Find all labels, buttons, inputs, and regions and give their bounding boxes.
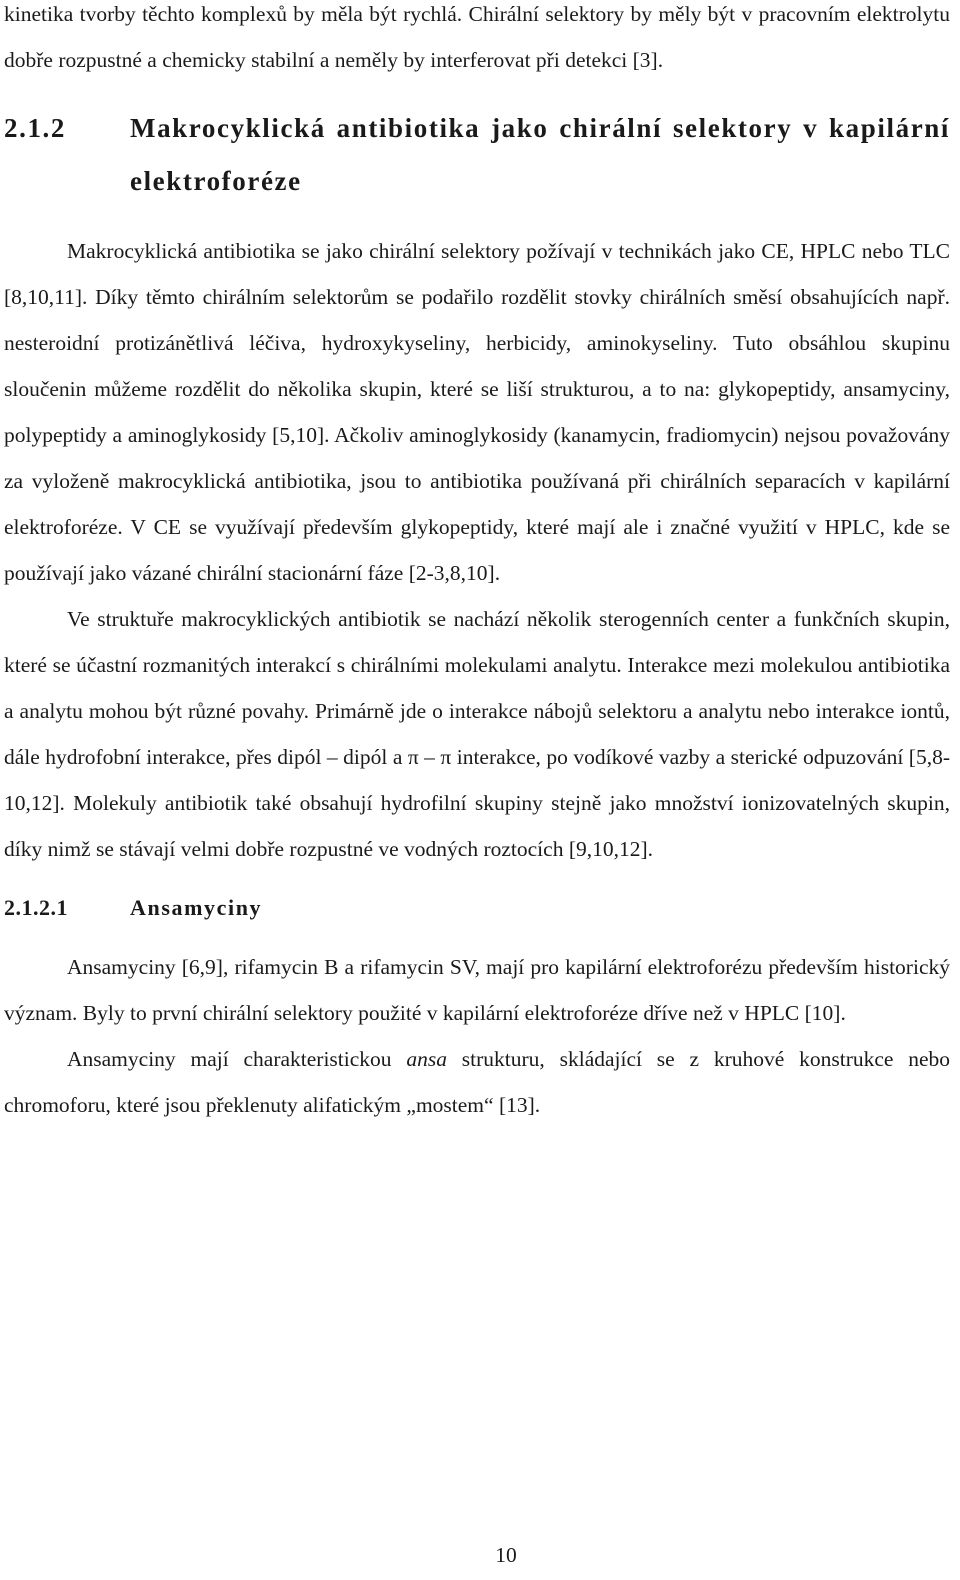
italic-term: ansa	[406, 1047, 447, 1071]
paragraph-interactions: Ve struktuře makrocyklických antibiotik se nachází několik sterogenních center a funkčních skupin, které se účastní rozmanitých interakcí s chirálními molekulami analytu. Interakce mezi molekulou antibiotika a analytu mohou být různé povahy. Primárně jde o interakce nábojů selektoru a analytu nebo interakce iontů, dále hydrofobní interakce, přes dipól – dipól a π – π interakce, po vodíkové vazby a sterické odpuzování [5,8-10,12]. Molekuly antibiotik také obsahují hydrofilní skupiny stejně jako množství ionizovatelných skupin, díky nimž se stávají velmi dobře rozpustné ve vodných roztocích [9,10,12].	[4, 607, 950, 861]
subsection-heading	[4, 885, 950, 931]
section-heading	[4, 102, 950, 208]
subsection-title: Ansamyciny	[130, 895, 263, 920]
page-number: 10	[495, 1543, 517, 1567]
text-after-italic: strukturu, skládající se z kruhové konstrukce nebo chromoforu, které jsou překlenuty alifatickým „mostem“ [13].	[4, 1047, 951, 1117]
paragraph-ansamycins: Ansamyciny [6,9], rifamycin B a rifamycin SV, mají pro kapilární elektroforézu především historický význam. Byly to první chirální selektory použité v kapilární elektroforéze dříve než v HPLC [10].	[4, 955, 950, 1025]
paragraph-intro: Makrocyklická antibiotika se jako chirální selektory požívají v technikách jako CE, HPLC nebo TLC [8,10,11]. Díky těmto chirálním selektorům se podařilo rozdělit stovky chirálních směsí obsahujících např. nesteroidní protizánětlivá léčiva, hydroxykyseliny, herbicidy, aminokyseliny. Tuto obsáhlou skupinu sloučenin můžeme rozdělit do několika skupin, které se liší strukturou, a to na: glykopeptidy, ansamyciny, polypeptidy a aminoglykosidy [5,10]. Ačkoliv aminoglykosidy (kanamycin, fradiomycin) nejsou považovány za vyloženě makrocyklická antibiotika, jsou to antibiotika používaná při chirálních separacích v kapilární elektroforéze. V CE se využívají především glykopeptidy, které mají ale i značné využití v HPLC, kde se používají jako vázané chirální stacionární fáze [2-3,8,10].	[4, 239, 950, 585]
document-page	[4, 0, 950, 1128]
continued-paragraph: kinetika tvorby těchto komplexů by měla být rychlá. Chirální selektory by měly být v pracovním elektrolytu dobře rozpustné a chemicky stabilní a neměly by interferovat při detekci [3].	[4, 2, 950, 72]
text-before-italic: Ansamyciny mají charakteristickou	[67, 1047, 392, 1071]
section-number: 2.1.2	[4, 113, 66, 143]
paragraph-ansa-structure	[4, 1036, 950, 1128]
subsection-number: 2.1.2.1	[4, 895, 68, 920]
section-title: Makrocyklická antibiotika jako chirální selektory v kapilární elektroforéze	[130, 113, 950, 196]
